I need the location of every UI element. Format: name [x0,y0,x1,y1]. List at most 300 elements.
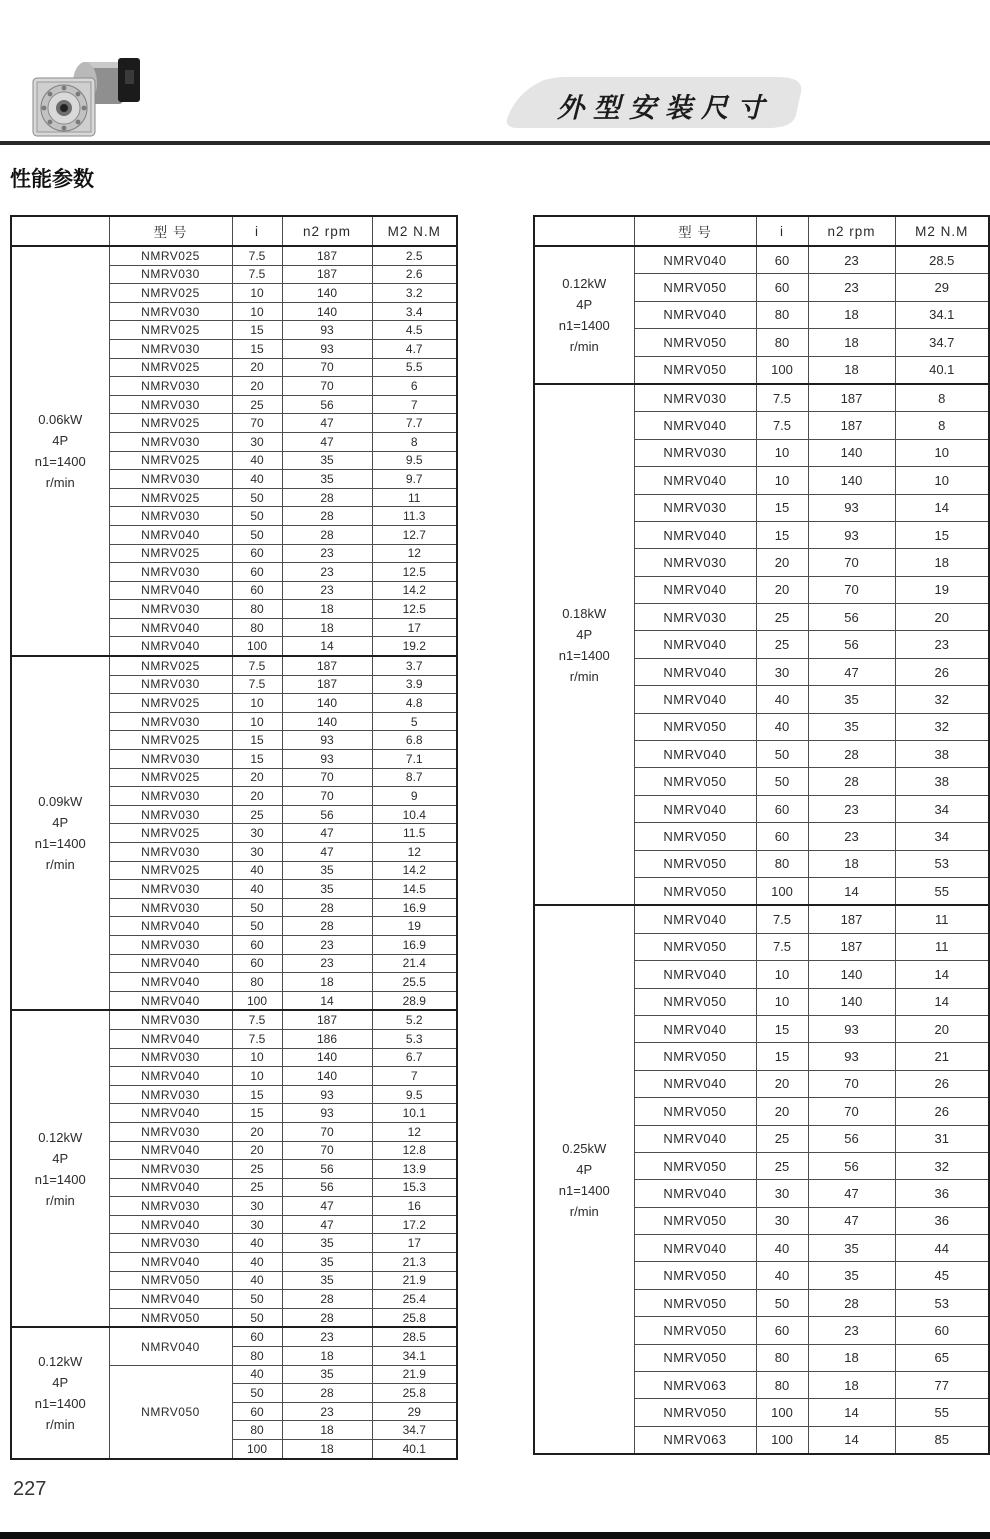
group-label-line: 0.12kW [562,275,607,291]
ratio-cell: 25 [232,1160,282,1179]
ratio-cell: 40 [232,1365,282,1384]
ratio-cell: 60 [232,954,282,973]
ratio-cell: 50 [232,507,282,526]
torque-cell: 25.8 [372,1308,457,1327]
model-cell: NMRV050 [634,823,756,850]
ratio-cell: 60 [232,1402,282,1421]
speed-cell: 18 [282,1421,372,1440]
torque-cell: 34.7 [895,329,989,356]
ratio-cell: 80 [756,850,808,877]
speed-cell: 18 [808,850,895,877]
torque-cell: 3.4 [372,302,457,321]
torque-cell: 19 [895,576,989,603]
ratio-cell: 20 [756,1098,808,1125]
torque-cell: 17 [372,1234,457,1253]
ratio-cell: 80 [232,1347,282,1366]
speed-cell: 18 [282,618,372,637]
ratio-cell: 10 [232,302,282,321]
torque-cell: 40.1 [895,356,989,384]
torque-cell: 77 [895,1372,989,1399]
model-cell: NMRV050 [634,1344,756,1371]
torque-cell: 55 [895,877,989,905]
group-label-line: n1=1400 [558,1182,610,1198]
ratio-cell: 7.5 [232,1010,282,1029]
torque-cell: 44 [895,1235,989,1262]
model-cell: NMRV030 [109,395,232,414]
ratio-cell: 15 [232,1085,282,1104]
torque-cell: 38 [895,741,989,768]
ratio-cell: 30 [756,1180,808,1207]
ratio-cell: 7.5 [232,1029,282,1048]
group-label-cell [11,656,109,1010]
model-cell: NMRV063 [634,1372,756,1399]
model-cell: NMRV030 [109,750,232,769]
speed-cell: 35 [808,1262,895,1289]
torque-cell: 8.7 [372,768,457,787]
model-cell: NMRV040 [109,1067,232,1086]
group-label-line: 4P [52,433,69,449]
torque-cell: 53 [895,850,989,877]
speed-cell: 93 [282,731,372,750]
model-cell: NMRV030 [109,470,232,489]
header-row [534,216,989,246]
ratio-cell: 10 [232,1048,282,1067]
model-cell: NMRV050 [634,274,756,301]
ratio-cell: 40 [232,1253,282,1272]
speed-cell: 14 [282,637,372,656]
speed-cell: 140 [282,1048,372,1067]
model-cell: NMRV040 [634,905,756,933]
torque-cell: 4.8 [372,694,457,713]
speed-cell: 28 [282,507,372,526]
torque-cell: 2.6 [372,265,457,284]
torque-cell: 32 [895,686,989,713]
ratio-cell: 60 [756,823,808,850]
torque-cell: 34 [895,823,989,850]
speed-cell: 47 [282,824,372,843]
speed-cell: 56 [282,395,372,414]
header-row [11,216,457,246]
torque-cell: 25.5 [372,973,457,992]
speed-cell: 93 [282,1104,372,1123]
group-header-cell [11,216,109,246]
speed-cell: 18 [282,1347,372,1366]
model-cell: NMRV040 [109,581,232,600]
ratio-cell: 20 [232,768,282,787]
ratio-header-cell: i [756,216,808,246]
speed-cell: 93 [808,1043,895,1070]
ratio-cell: 7.5 [232,265,282,284]
torque-cell: 6 [372,377,457,396]
ratio-cell: 60 [232,935,282,954]
model-cell: NMRV030 [109,563,232,582]
ratio-cell: 30 [232,1197,282,1216]
model-cell: NMRV050 [109,1308,232,1327]
speed-cell: 187 [808,933,895,960]
speed-cell: 140 [282,284,372,303]
group-label-line: r/min [569,1203,599,1219]
ratio-cell: 30 [756,1207,808,1234]
table-row [11,246,457,265]
speed-cell: 14 [808,1426,895,1454]
ratio-cell: 80 [756,1372,808,1399]
model-cell: NMRV025 [109,284,232,303]
speed-cell: 35 [808,1235,895,1262]
ratio-cell: 15 [756,1043,808,1070]
gearbox-motor-photo [25,48,149,142]
speed-cell: 187 [282,265,372,284]
ratio-cell: 25 [756,1152,808,1179]
torque-cell: 12.5 [372,600,457,619]
group-label-line: n1=1400 [34,454,86,470]
speed-cell: 140 [282,694,372,713]
torque-cell: 38 [895,768,989,795]
model-header-cell: 型 号 [634,216,756,246]
torque-cell: 7 [372,395,457,414]
ratio-cell: 100 [756,1399,808,1426]
ratio-cell: 50 [232,1308,282,1327]
torque-cell: 55 [895,1399,989,1426]
torque-cell: 60 [895,1317,989,1344]
group-label-line: 4P [52,815,69,831]
speed-cell: 35 [282,1365,372,1384]
speed-cell: 70 [282,1122,372,1141]
model-cell: NMRV040 [634,961,756,988]
torque-cell: 11.5 [372,824,457,843]
speed-cell: 56 [282,1160,372,1179]
group-label-line: 4P [576,1161,593,1177]
group-label-cell [11,246,109,656]
speed-cell: 187 [282,246,372,265]
torque-cell: 21.9 [372,1271,457,1290]
table-row [11,1327,457,1346]
performance-table-right [533,215,990,1455]
torque-cell: 11 [895,905,989,933]
speed-cell: 186 [282,1029,372,1048]
torque-cell: 19 [372,917,457,936]
model-cell: NMRV050 [634,1098,756,1125]
speed-cell: 23 [282,544,372,563]
ratio-cell: 20 [232,1141,282,1160]
group-label-line: r/min [45,475,75,491]
model-cell: NMRV040 [109,1178,232,1197]
speed-cell: 23 [808,246,895,274]
group-label-cell [534,246,634,384]
model-cell: NMRV030 [109,1160,232,1179]
gearbox-motor-illustration [25,48,149,142]
ratio-cell: 15 [232,321,282,340]
torque-cell: 21.4 [372,954,457,973]
model-cell: NMRV040 [109,637,232,656]
ratio-cell: 60 [232,544,282,563]
torque-cell: 5.2 [372,1010,457,1029]
torque-cell: 14.5 [372,880,457,899]
ratio-cell: 60 [756,1317,808,1344]
model-cell: NMRV030 [109,805,232,824]
torque-cell: 11 [372,488,457,507]
ratio-cell: 100 [756,877,808,905]
torque-cell: 10.4 [372,805,457,824]
speed-cell: 70 [808,576,895,603]
ratio-cell: 25 [232,805,282,824]
model-cell: NMRV040 [109,1253,232,1272]
torque-cell: 14.2 [372,861,457,880]
group-label-line: 4P [576,296,593,312]
model-cell: NMRV025 [109,488,232,507]
model-cell: NMRV030 [109,432,232,451]
torque-cell: 34.1 [372,1347,457,1366]
torque-cell: 2.5 [372,246,457,265]
speed-cell: 187 [808,905,895,933]
ratio-cell: 25 [232,1178,282,1197]
speed-cell: 35 [282,470,372,489]
model-cell: NMRV050 [109,1365,232,1458]
group-label-cell [534,384,634,905]
ratio-cell: 30 [756,658,808,685]
torque-header-cell: M2 N.M [372,216,457,246]
ratio-cell: 7.5 [756,412,808,439]
group-label-line: r/min [569,338,599,354]
speed-cell: 70 [808,1098,895,1125]
model-cell: NMRV040 [634,521,756,548]
speed-cell: 18 [808,356,895,384]
torque-cell: 10 [895,439,989,466]
model-cell: NMRV030 [109,712,232,731]
model-cell: NMRV030 [109,898,232,917]
torque-cell: 10.1 [372,1104,457,1123]
torque-cell: 14 [895,494,989,521]
ratio-cell: 25 [232,395,282,414]
ratio-cell: 30 [232,1215,282,1234]
speed-cell: 70 [282,768,372,787]
model-cell: NMRV050 [634,356,756,384]
speed-cell: 35 [282,1234,372,1253]
model-cell: NMRV030 [109,1122,232,1141]
torque-cell: 12.7 [372,525,457,544]
speed-cell: 93 [282,750,372,769]
torque-cell: 8 [895,412,989,439]
torque-cell: 12 [372,1122,457,1141]
speed-cell: 47 [282,414,372,433]
speed-cell: 35 [808,686,895,713]
model-cell: NMRV040 [634,467,756,494]
torque-cell: 53 [895,1289,989,1316]
torque-cell: 34.7 [372,1421,457,1440]
model-cell: NMRV025 [109,861,232,880]
speed-cell: 70 [282,358,372,377]
speed-cell: 93 [808,521,895,548]
ratio-cell: 100 [232,991,282,1010]
torque-cell: 5 [372,712,457,731]
torque-cell: 45 [895,1262,989,1289]
model-cell: NMRV050 [109,1271,232,1290]
table-row [11,1010,457,1029]
torque-cell: 12.5 [372,563,457,582]
ratio-cell: 25 [756,1125,808,1152]
ratio-cell: 60 [756,246,808,274]
torque-cell: 85 [895,1426,989,1454]
group-label-line: 0.06kW [38,412,83,428]
ratio-cell: 60 [756,274,808,301]
ratio-cell: 50 [232,1290,282,1309]
model-cell: NMRV050 [634,768,756,795]
speed-cell: 23 [808,795,895,822]
speed-cell: 47 [808,1207,895,1234]
speed-cell: 28 [808,1289,895,1316]
ratio-cell: 40 [756,1262,808,1289]
model-cell: NMRV040 [634,658,756,685]
torque-cell: 28.9 [372,991,457,1010]
model-cell: NMRV040 [109,917,232,936]
torque-cell: 16 [372,1197,457,1216]
banner-title: 外型安装尺寸 [557,93,773,123]
speed-cell: 93 [282,1085,372,1104]
speed-cell: 56 [282,805,372,824]
model-cell: NMRV050 [634,1317,756,1344]
speed-cell: 23 [282,954,372,973]
torque-cell: 8 [372,432,457,451]
model-cell: NMRV030 [109,1197,232,1216]
model-cell: NMRV030 [109,675,232,694]
torque-cell: 25.4 [372,1290,457,1309]
torque-cell: 29 [372,1402,457,1421]
torque-cell: 3.7 [372,656,457,675]
model-cell: NMRV040 [634,1070,756,1097]
group-label-line: n1=1400 [34,1171,86,1187]
model-cell: NMRV040 [109,954,232,973]
ratio-cell: 10 [232,284,282,303]
speed-cell: 93 [808,494,895,521]
model-cell: NMRV040 [109,991,232,1010]
torque-cell: 18 [895,549,989,576]
group-label-line: r/min [45,857,75,873]
model-header-cell: 型 号 [109,216,232,246]
model-cell: NMRV040 [109,1104,232,1123]
torque-cell: 3.9 [372,675,457,694]
ratio-cell: 40 [232,1234,282,1253]
torque-cell: 15 [895,521,989,548]
speed-cell: 28 [282,488,372,507]
table-row [534,384,989,412]
speed-header-cell: n2 rpm [808,216,895,246]
speed-cell: 93 [282,321,372,340]
model-cell: NMRV030 [109,843,232,862]
torque-cell: 19.2 [372,637,457,656]
ratio-cell: 7.5 [232,675,282,694]
ratio-cell: 80 [756,301,808,328]
ratio-cell: 50 [232,1384,282,1403]
torque-cell: 4.7 [372,339,457,358]
model-cell: NMRV050 [634,850,756,877]
torque-cell: 20 [895,1015,989,1042]
page-title: 性能参数 [10,168,94,191]
model-cell: NMRV063 [634,1426,756,1454]
table-row [534,905,989,933]
speed-cell: 47 [282,1215,372,1234]
speed-cell: 35 [282,880,372,899]
group-label-line: 4P [576,626,593,642]
ratio-cell: 15 [756,494,808,521]
speed-cell: 70 [282,787,372,806]
group-label-line: n1=1400 [558,647,610,663]
speed-cell: 18 [808,1372,895,1399]
model-cell: NMRV030 [109,1048,232,1067]
speed-cell: 93 [282,339,372,358]
ratio-cell: 40 [232,880,282,899]
model-cell: NMRV030 [109,265,232,284]
ratio-cell: 50 [232,488,282,507]
speed-cell: 18 [808,301,895,328]
torque-cell: 11 [895,933,989,960]
speed-cell: 23 [808,1317,895,1344]
speed-cell: 28 [282,1308,372,1327]
group-label-line: 0.12kW [38,1354,83,1370]
model-cell: NMRV050 [634,1152,756,1179]
ratio-cell: 25 [756,604,808,631]
ratio-cell: 50 [756,741,808,768]
ratio-cell: 100 [232,1440,282,1459]
ratio-cell: 20 [756,1070,808,1097]
torque-cell: 16.9 [372,898,457,917]
torque-cell: 17.2 [372,1215,457,1234]
speed-cell: 14 [808,877,895,905]
ratio-cell: 40 [232,451,282,470]
group-label-line: r/min [45,1417,75,1433]
speed-cell: 23 [808,274,895,301]
model-cell: NMRV030 [109,600,232,619]
torque-cell: 20 [895,604,989,631]
footer-bar [0,1532,990,1539]
speed-cell: 47 [282,1197,372,1216]
ratio-cell: 10 [232,694,282,713]
speed-cell: 28 [282,917,372,936]
table-row [11,656,457,675]
model-cell: NMRV030 [109,302,232,321]
group-label-line: r/min [45,1192,75,1208]
model-cell: NMRV050 [634,988,756,1015]
torque-cell: 26 [895,1098,989,1125]
speed-cell: 70 [282,377,372,396]
model-cell: NMRV040 [634,631,756,658]
model-cell: NMRV030 [109,339,232,358]
ratio-cell: 15 [756,521,808,548]
model-cell: NMRV025 [109,731,232,750]
model-cell: NMRV040 [109,1215,232,1234]
torque-cell: 23 [895,631,989,658]
model-cell: NMRV040 [109,1141,232,1160]
group-label-cell [11,1327,109,1458]
ratio-cell: 80 [232,973,282,992]
model-cell: NMRV040 [109,1327,232,1365]
model-cell: NMRV025 [109,824,232,843]
model-cell: NMRV050 [634,1207,756,1234]
speed-cell: 23 [808,823,895,850]
speed-cell: 28 [808,741,895,768]
ratio-cell: 20 [232,377,282,396]
ratio-cell: 40 [756,713,808,740]
speed-cell: 28 [282,1290,372,1309]
ratio-cell: 40 [232,861,282,880]
torque-cell: 9.5 [372,1085,457,1104]
ratio-cell: 10 [756,988,808,1015]
speed-cell: 56 [808,604,895,631]
ratio-cell: 30 [232,432,282,451]
torque-cell: 4.5 [372,321,457,340]
ratio-cell: 40 [232,1271,282,1290]
torque-cell: 12.8 [372,1141,457,1160]
ratio-cell: 60 [232,563,282,582]
ratio-cell: 7.5 [756,933,808,960]
